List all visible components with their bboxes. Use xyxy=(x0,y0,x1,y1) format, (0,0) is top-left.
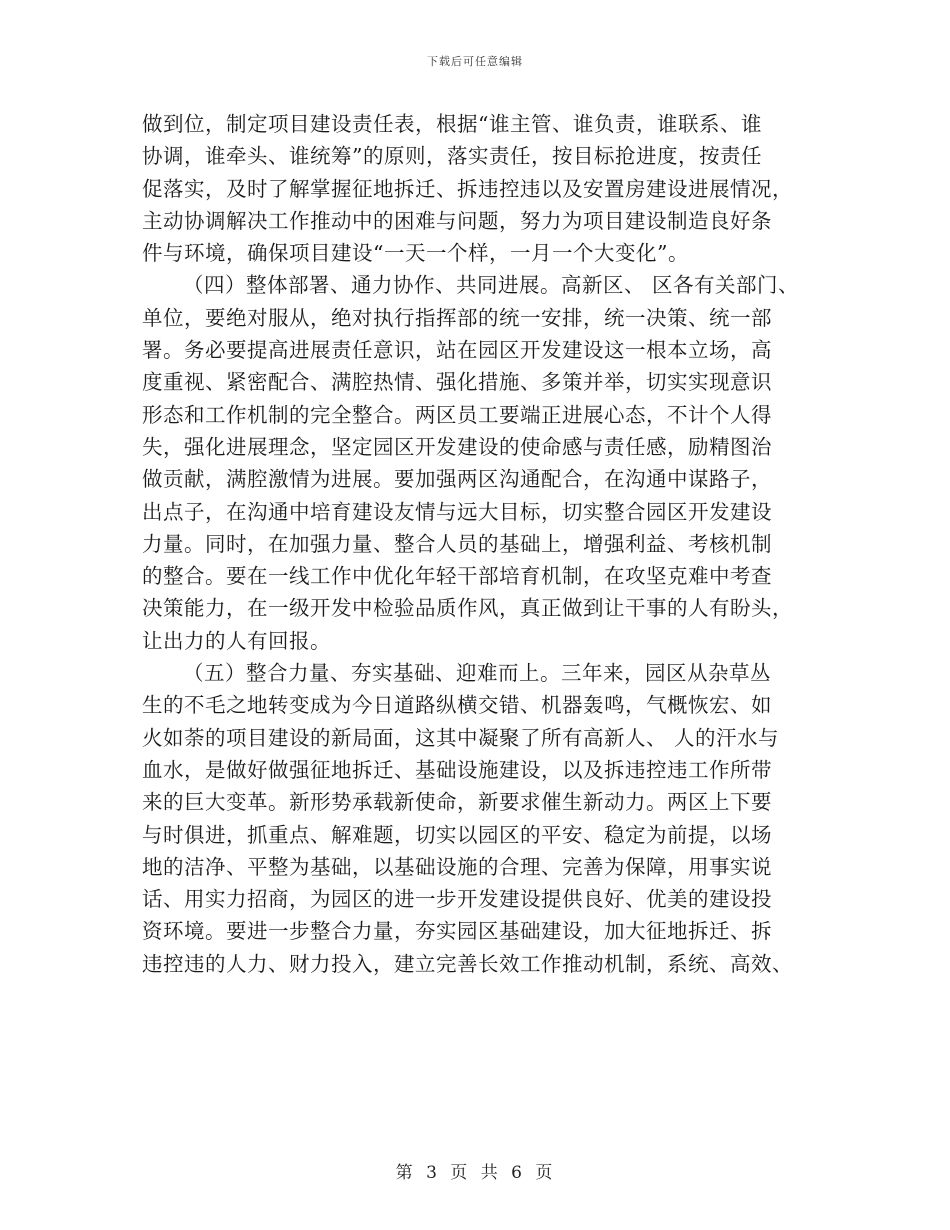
text-line: 地的洁净、平整为基础，以基础设施的合理、完善为保障，用事实说 xyxy=(142,854,772,879)
text-line: 决策能力，在一级开发中检验品质作风，真正做到让干事的人有盼头， xyxy=(142,596,793,621)
text-line: 做到位，制定项目建设责任表，根据“谁主管、谁负责，谁联系、谁 xyxy=(142,112,762,136)
text-line: 促落实，及时了解掌握征地拆迁、拆违控违以及安置房建设进展情况， xyxy=(142,176,793,201)
text-line: 力量。同时，在加强力量、整合人员的基础上，增强利益、考核机制 xyxy=(142,531,772,556)
paragraph-start-line: （四）整体部署、通力协作、共同进展。高新区、 区各有关部门、 xyxy=(183,273,800,298)
text-line: 做贡献，满腔激情为进展。要加强两区沟通配合，在沟通中谋路子， xyxy=(142,467,772,492)
text-line: 出点子，在沟通中培育建设友情与远大目标，切实整合园区开发建设 xyxy=(142,499,772,524)
text-line: 血水，是做好做强征地拆迁、基础设施建设，以及拆违控违工作所带 xyxy=(142,757,772,782)
page-number-footer: 第 3 页 共 6 页 xyxy=(395,1163,555,1183)
text-line: 生的不毛之地转变成为今日道路纵横交错、机器轰鸣，气概恢宏、如 xyxy=(142,693,772,718)
text-line: 形态和工作机制的完全整合。两区员工要端正进展心态，不计个人得 xyxy=(142,402,772,427)
text-line: 让出力的人有回报。 xyxy=(142,628,331,653)
text-line: 件与环境，确保项目建设“一天一个样，一月一个大变化”。 xyxy=(142,241,689,266)
text-line: 署。务必要提高进展责任意识，站在园区开发建设这一根本立场，高 xyxy=(142,338,772,363)
document-body xyxy=(142,108,832,980)
text-line: 单位，要绝对服从，绝对执行指挥部的统一安排，统一决策、统一部 xyxy=(142,305,772,330)
page-header: 下载后可任意编辑 xyxy=(427,55,523,68)
text-line: 度重视、紧密配合、满腔热情、强化措施、多策并举，切实实现意识 xyxy=(142,370,772,395)
text-line: 协调，谁牵头、谁统筹”的原则，落实责任，按目标抢进度，按责任 xyxy=(142,144,762,169)
paragraph-start-line: （五）整合力量、夯实基础、迎难而上。三年来，园区从杂草丛 xyxy=(183,661,771,686)
text-line: 资环境。要进一步整合力量，夯实园区基础建设，加大征地拆迁、拆 xyxy=(142,919,772,944)
text-line: 违控违的人力、财力投入，建立完善长效工作推动机制，系统、高效、 xyxy=(142,951,793,976)
text-line: 失，强化进展理念，坚定园区开发建设的使命感与责任感，励精图治 xyxy=(142,434,772,459)
text-line: 来的巨大变革。新形势承载新使命，新要求催生新动力。两区上下要 xyxy=(142,790,772,815)
text-line: 火如荼的项目建设的新局面，这其中凝聚了所有高新人、 人的汗水与 xyxy=(142,725,780,750)
text-line: 主动协调解决工作推动中的困难与问题，努力为项目建设制造良好条 xyxy=(142,208,772,233)
text-line: 的整合。要在一线工作中优化年轻干部培育机制，在攻坚克难中考查 xyxy=(142,564,772,589)
text-line: 与时俱进，抓重点、解难题，切实以园区的平安、稳定为前提，以场 xyxy=(142,822,772,847)
text-line: 话、用实力招商，为园区的进一步开发建设提供良好、优美的建设投 xyxy=(142,887,772,912)
